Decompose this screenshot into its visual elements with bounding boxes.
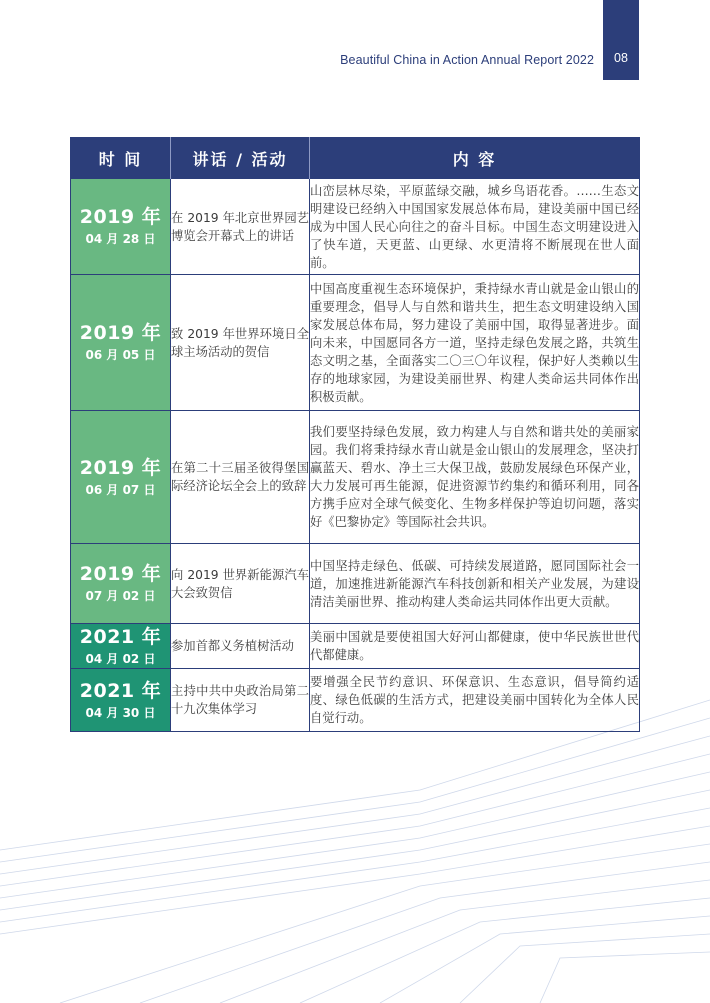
date-month-day: 07 月 02 日 [85, 589, 156, 603]
table-row [71, 275, 640, 411]
date-cell [71, 275, 171, 411]
event-cell: 致 2019 年世界环境日全球主场活动的贺信 [171, 275, 310, 411]
report-title: Beautiful China in Action Annual Report 2022 [340, 53, 594, 67]
table-row [71, 179, 640, 275]
date-year: 2021 年 [79, 679, 162, 702]
table-header-row [71, 138, 640, 179]
content-cell: 我们要坚持绿色发展，致力构建人与自然和谐共处的美丽家园。我们将秉持绿水青山就是金山银山的发展理念，坚决打赢蓝天、碧水、净土三大保卫战，鼓励发展绿色环保产业，大力发展可再生能源，促进资源节约集约和循环利用，同各方携手应对全球气候变化、生物多样保护等迫切问题，落实好《巴黎协定》等国际社会共识。 [310, 411, 640, 544]
date-cell [71, 544, 171, 624]
header-event: 讲话 / 活动 [171, 138, 310, 179]
date-month-day: 06 月 07 日 [85, 482, 156, 497]
content-cell: 中国高度重视生态环境保护，秉持绿水青山就是金山银山的重要理念，倡导人与自然和谐共生，把生态文明建设纳入国家发展总体布局，努力建设了美丽中国，取得显著进步。面向未来，中国愿同各方一道，坚持走绿色发展之路，共筑生态文明之基，全面落实二〇三〇年议程，保护好人类赖以生存的地球家园，为建设美丽世界、构建人类命运共同体作出积极贡献。 [310, 275, 640, 411]
content-cell: 山峦层林尽染，平原蓝绿交融，城乡鸟语花香。……生态文明建设已经纳入中国国家发展总体布局，建设美丽中国已经成为中国人民心向往之的奋斗目标。中国生态文明建设进入了快车道，天更蓝、山更绿、水更清将不断展现在世人面前。 [310, 179, 640, 275]
date-year: 2019 年 [79, 206, 162, 228]
page-number: 08 [614, 51, 628, 65]
date-month-day: 04 月 28 日 [85, 232, 156, 246]
date-cell [71, 669, 171, 732]
date-month-day: 04 月 02 日 [85, 651, 156, 666]
content-cell: 美丽中国就是要使祖国大好河山都健康，使中华民族世世代代都健康。 [310, 624, 640, 669]
date-year: 2021 年 [79, 625, 162, 648]
content-cell: 要增强全民节约意识、环保意识、生态意识，倡导简约适度、绿色低碳的生活方式，把建设美丽中国转化为全体人民自觉行动。 [310, 669, 640, 732]
header-time: 时 间 [71, 138, 171, 179]
content-cell: 中国坚持走绿色、低碳、可持续发展道路，愿同国际社会一道，加速推进新能源汽车科技创新和相关产业发展，为建设清洁美丽世界、推动构建人类命运共同体作出更大贡献。 [310, 544, 640, 624]
header-content: 内 容 [310, 138, 640, 179]
activities-table [70, 137, 640, 732]
date-year: 2019 年 [79, 456, 162, 479]
page-number-tab [603, 0, 639, 80]
date-cell [71, 624, 171, 669]
date-month-day: 04 月 30 日 [85, 705, 156, 720]
event-cell: 在第二十三届圣彼得堡国际经济论坛全会上的致辞 [171, 411, 310, 544]
table-row [71, 544, 640, 624]
table-row [71, 669, 640, 732]
event-cell: 主持中共中央政治局第二十九次集体学习 [171, 669, 310, 732]
date-year: 2019 年 [79, 322, 162, 344]
table-row [71, 624, 640, 669]
date-cell [71, 179, 171, 275]
event-cell: 向 2019 世界新能源汽车大会致贺信 [171, 544, 310, 624]
event-cell: 参加首都义务植树活动 [171, 624, 310, 669]
date-year: 2019 年 [79, 563, 162, 585]
event-cell: 在 2019 年北京世界园艺博览会开幕式上的讲话 [171, 179, 310, 275]
date-cell [71, 411, 171, 544]
date-month-day: 06 月 05 日 [85, 348, 156, 362]
table-row [71, 411, 640, 544]
